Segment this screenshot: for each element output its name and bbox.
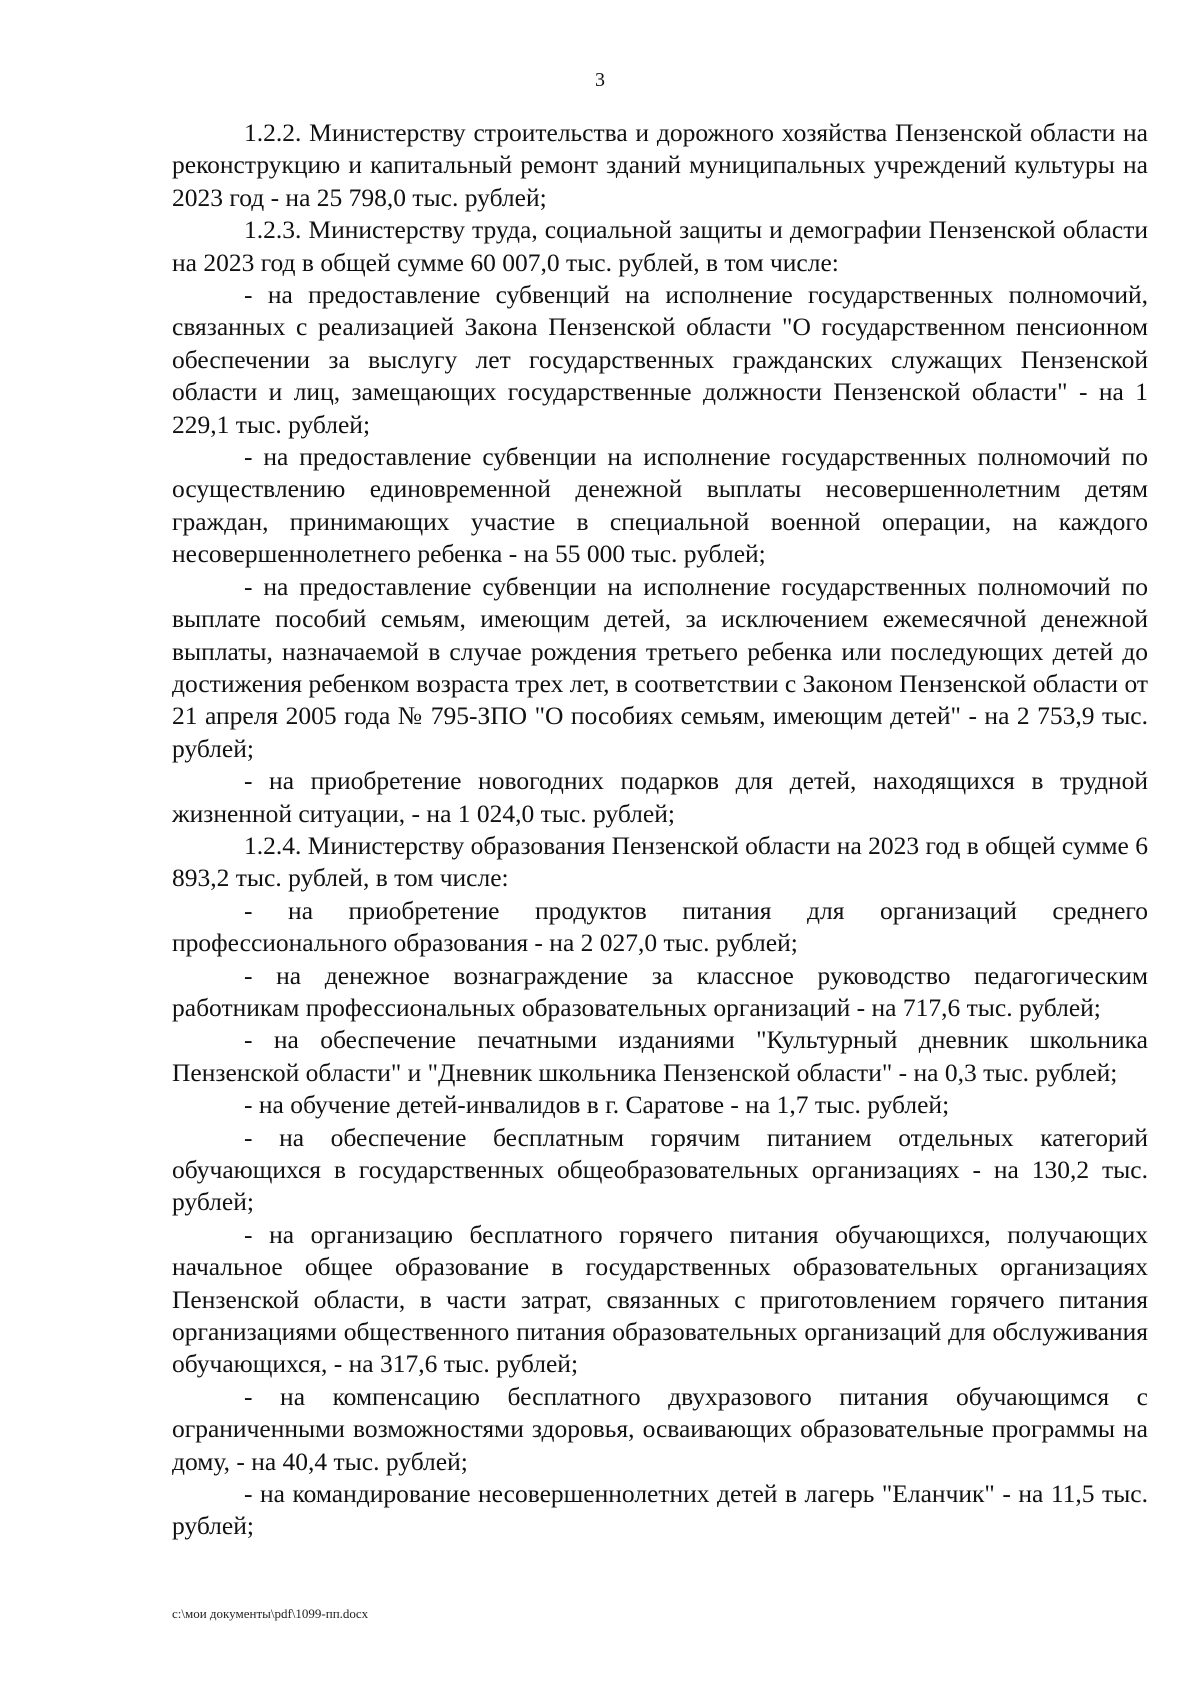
paragraph-1-2-4: 1.2.4. Министерству образования Пензенской области на 2023 год в общей сумме 6 893,2 тыс. рублей, в том числе: xyxy=(172,830,1148,893)
page-number: 3 xyxy=(595,69,605,91)
list-item: - на предоставление субвенций на исполнение государственных полномочий, связанных с реализацией Закона Пензенской области "О государственном пенсионном обеспечении за выслугу лет государственных гражданских служащих Пензенской области и лиц, замещающих государственные должности Пензенской области" - на 1 229,1 тыс. рублей; xyxy=(172,280,1148,439)
list-item: - на обучение детей-инвалидов в г. Саратове - на 1,7 тыс. рублей; xyxy=(244,1090,950,1120)
list-item: - на приобретение продуктов питания для организаций среднего профессионального образования - на 2 027,0 тыс. рублей; xyxy=(172,895,1148,958)
list-item: - на приобретение новогодних подарков для детей, находящихся в трудной жизненной ситуации, - на 1 024,0 тыс. рублей; xyxy=(172,766,1148,828)
list-item: - на денежное вознаграждение за классное руководство педагогическим работникам профессиональных образовательных организаций - на 717,6 тыс. рублей; xyxy=(172,960,1148,1022)
list-item: - на предоставление субвенции на исполнение государственных полномочий по выплате пособий семьям, имеющим детей, за исключением ежемесячной денежной выплаты, назначаемой в случае рождения третьего ребенка или последующих детей до достижения ребенком возраста трех лет, в соответствии с Законом Пензенской области от 21 апреля 2005 года № 795-ЗПО "О пособиях семьям, имеющим детей" - на 2 753,9 тыс. рублей; xyxy=(172,571,1148,763)
list-item: - на компенсацию бесплатного двухразового питания обучающимся с ограниченными возможностями здоровья, осваивающих образовательные программы на дому, - на 40,4 тыс. рублей; xyxy=(172,1381,1148,1476)
list-item: - на командирование несовершеннолетних детей в лагерь "Еланчик" - на 11,5 тыс. рублей; xyxy=(172,1479,1148,1541)
paragraph-1-2-3: 1.2.3. Министерству труда, социальной защиты и демографии Пензенской области на 2023 год в общей сумме 60 007,0 тыс. рублей, в том числе: xyxy=(172,215,1148,277)
document-body xyxy=(172,117,1148,1543)
list-item: - на предоставление субвенции на исполнение государственных полномочий по осуществлению единовременной денежной выплаты несовершеннолетним детям граждан, принимающих участие в специальной военной операции, на каждого несовершеннолетнего ребенка - на 55 000 тыс. рублей; xyxy=(172,442,1148,569)
list-item: - на обеспечение бесплатным горячим питанием отдельных категорий обучающихся в государственных общеобразовательных организациях - на 130,2 тыс. рублей; xyxy=(172,1122,1148,1217)
paragraph-1-2-2: 1.2.2. Министерству строительства и дорожного хозяйства Пензенской области на реконструкцию и капитальный ремонт зданий муниципальных учреждений культуры на 2023 год - на 25 798,0 тыс. рублей; xyxy=(172,118,1148,212)
footer-file-path: c:\мои документы\pdf\1099-пп.docx xyxy=(172,1606,369,1621)
list-item: - на обеспечение печатными изданиями "Культурный дневник школьника Пензенской области" и "Дневник школьника Пензенской области" - на 0,3 тыс. рублей; xyxy=(172,1025,1148,1087)
list-item: - на организацию бесплатного горячего питания обучающихся, получающих начальное общее образование в государственных образовательных организациях Пензенской области, в части затрат, связанных с приготовлением горячего питания организациями общественного питания образовательных организаций для обслуживания обучающихся, - на 317,6 тыс. рублей; xyxy=(172,1219,1148,1379)
